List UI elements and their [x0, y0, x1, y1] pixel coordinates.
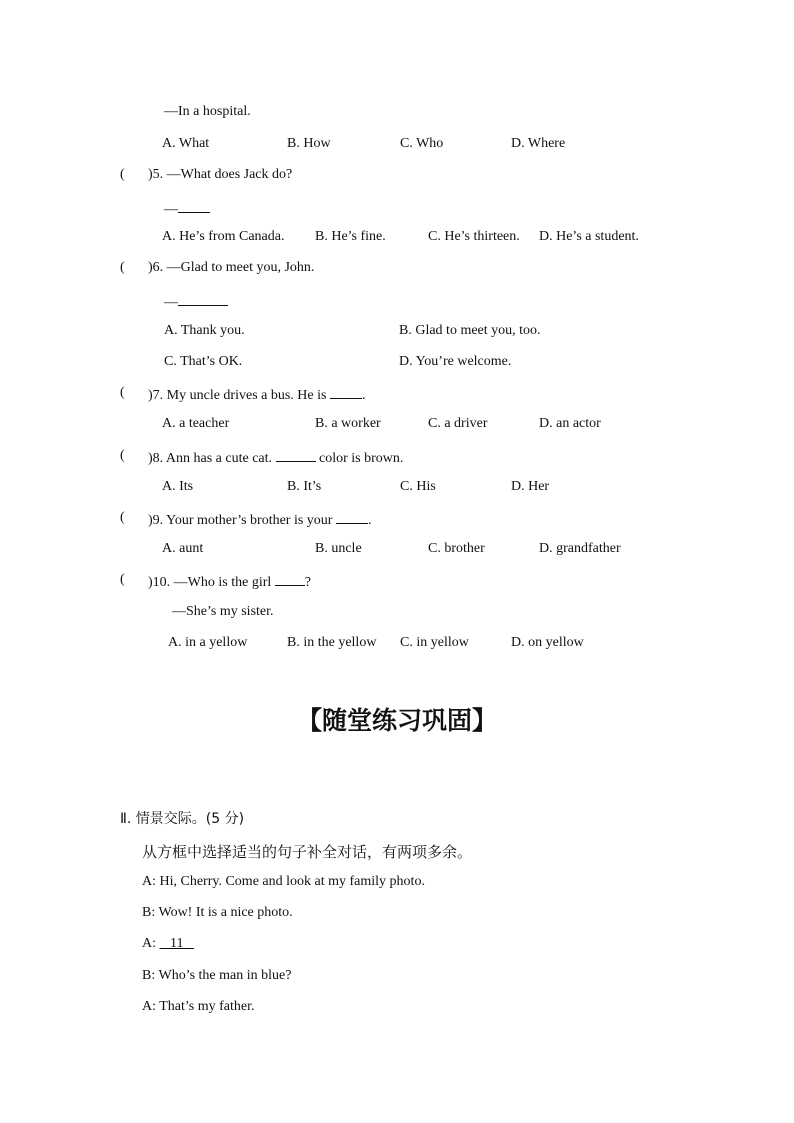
q8-option-b: B. It’s	[287, 479, 322, 494]
q5-reply-dash: —	[164, 202, 178, 217]
q5-option-b: B. He’s fine.	[315, 229, 386, 244]
q5-paren: (	[120, 167, 125, 182]
q5-blank	[178, 198, 210, 213]
q7-option-a: A. a teacher	[162, 416, 230, 431]
q9-stem-end: .	[367, 513, 372, 528]
dialogue-line-5: A: That’s my father.	[142, 999, 255, 1014]
q7-option-b: B. a worker	[315, 416, 381, 431]
q6-option-a: A. Thank you.	[164, 323, 245, 338]
q9-option-d: D. grandfather	[539, 541, 621, 556]
q8-stem-text: )8. Ann has a cute cat.	[148, 451, 276, 466]
q8-stem-end: color is brown.	[315, 451, 404, 466]
q5-option-c: C. He’s thirteen.	[428, 229, 520, 244]
q5-reply	[164, 198, 210, 219]
q9-option-a: A. aunt	[162, 541, 204, 556]
q6-stem: )6. —Glad to meet you, John.	[148, 260, 315, 275]
q10-stem-end: ?	[304, 575, 311, 590]
q4-option-c: C. Who	[400, 136, 444, 151]
q10-stem	[148, 571, 311, 592]
q7-stem	[148, 384, 365, 405]
q7-stem-text: )7. My uncle drives a bus. He is	[148, 388, 330, 403]
q9-paren: (	[120, 510, 125, 525]
q4-option-a: A. What	[162, 136, 210, 151]
q8-option-c: C. His	[400, 479, 436, 494]
q7-option-c: C. a driver	[428, 416, 488, 431]
q4-answer: —In a hospital.	[164, 104, 251, 119]
q4-option-d: D. Where	[511, 136, 566, 151]
q6-option-c: C. That’s OK.	[164, 354, 243, 369]
dialogue-line-2: B: Wow! It is a nice photo.	[142, 905, 293, 920]
q6-reply-dash: —	[164, 295, 178, 310]
dialogue-line-4: B: Who’s the man in blue?	[142, 968, 292, 983]
part2-heading: Ⅱ. 情景交际。(5 分)	[120, 811, 245, 827]
q9-blank	[336, 509, 368, 524]
q10-option-d: D. on yellow	[511, 635, 584, 650]
q10-option-a: A. in a yellow	[168, 635, 248, 650]
dialogue-line-3	[142, 935, 194, 953]
blank-11	[160, 936, 194, 951]
q9-stem-text: )9. Your mother’s brother is your	[148, 513, 336, 528]
q10-paren: (	[120, 572, 125, 587]
q8-option-a: A. Its	[162, 479, 194, 494]
q9-option-c: C. brother	[428, 541, 485, 556]
q10-option-c: C. in yellow	[400, 635, 469, 650]
q6-blank	[178, 291, 228, 306]
q10-stem-text: )10. —Who is the girl	[148, 575, 275, 590]
q10-option-b: B. in the yellow	[287, 635, 377, 650]
q8-stem	[148, 447, 403, 468]
q7-stem-end: .	[361, 388, 366, 403]
q6-option-b: B. Glad to meet you, too.	[399, 323, 541, 338]
q5-option-d: D. He’s a student.	[539, 229, 639, 244]
dialogue-line-3-speaker: A:	[142, 936, 160, 951]
blank-11-number: 11	[170, 936, 184, 951]
q9-option-b: B. uncle	[315, 541, 362, 556]
dialogue-line-1: A: Hi, Cherry. Come and look at my family photo.	[142, 874, 425, 889]
q10-blank	[275, 571, 305, 586]
q5-stem: )5. —What does Jack do?	[148, 167, 293, 182]
q8-option-d: D. Her	[511, 479, 550, 494]
q7-option-d: D. an actor	[539, 416, 601, 431]
q9-stem	[148, 509, 371, 530]
q8-paren: (	[120, 448, 125, 463]
q5-option-a: A. He’s from Canada.	[162, 229, 285, 244]
q6-option-d: D. You’re welcome.	[399, 354, 512, 369]
section-title: 【随堂练习巩固】	[296, 706, 497, 735]
q6-paren: (	[120, 260, 125, 275]
q6-reply	[164, 291, 228, 312]
q7-blank	[330, 384, 362, 399]
q8-blank	[276, 447, 316, 462]
q7-paren: (	[120, 385, 125, 400]
part2-instruction: 从方框中选择适当的句子补全对话，有两项多余。	[142, 843, 473, 861]
q10-reply: —She’s my sister.	[172, 604, 274, 619]
q4-option-b: B. How	[287, 136, 331, 151]
